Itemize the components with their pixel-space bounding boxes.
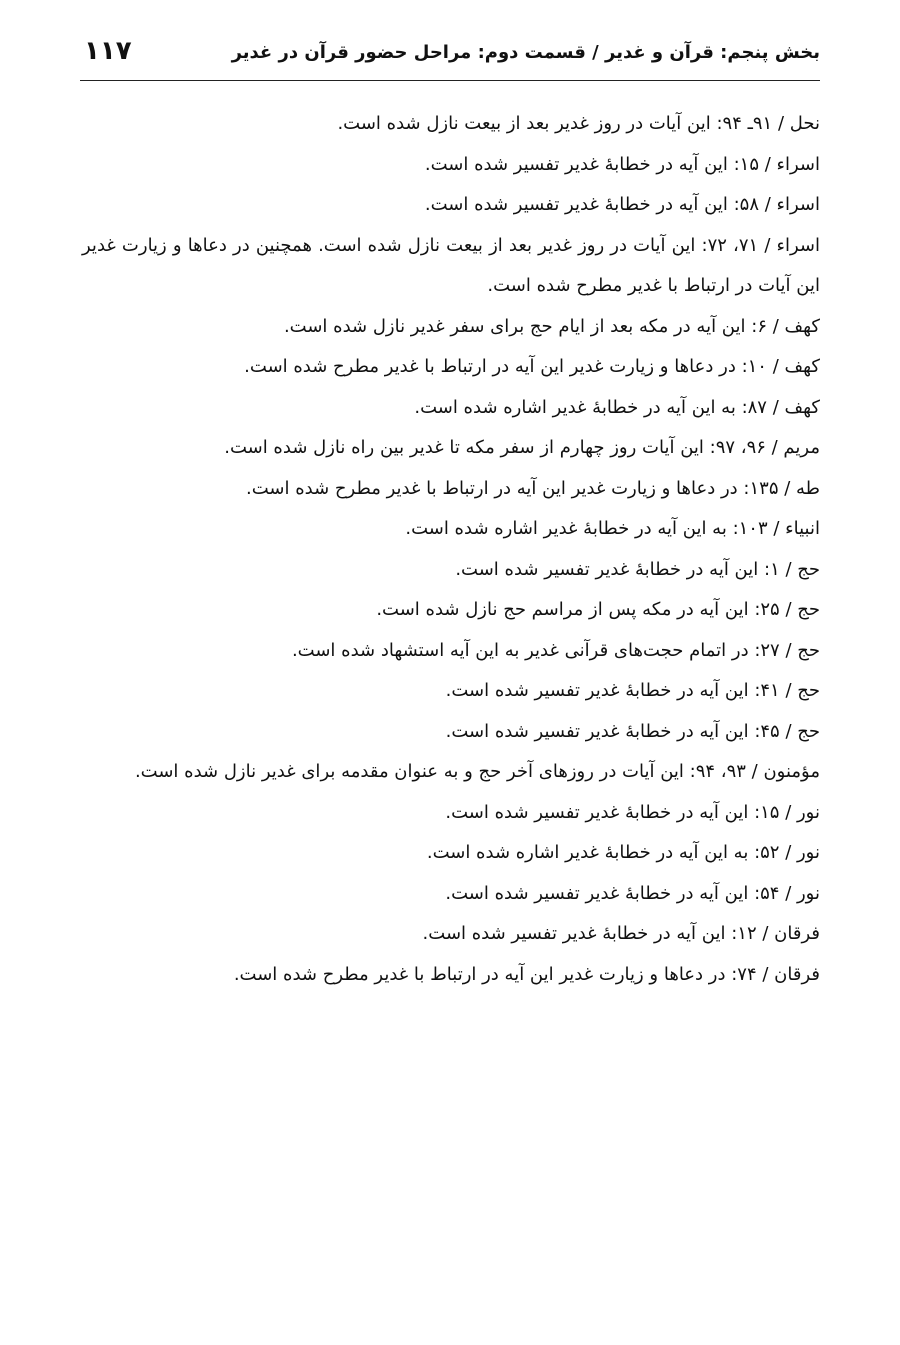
verse-entry: اسراء / ۷۱، ۷۲: این آیات در روز غدیر بعد از بیعت نازل شده است. همچنین در دعاها و زیارت غدیر این آیات در ارتباط با غدیر مطرح شده است. xyxy=(82,234,820,296)
verse-entry: اسراء / ۵۸: این آیه در خطابۀ غدیر تفسیر شده است. xyxy=(424,194,820,215)
verse-entry: کهف / ۶: این آیه در مکه بعد از ایام حج برای سفر غدیر نازل شده است. xyxy=(283,315,820,337)
verse-entry: اسراء / ۱۵: این آیه در خطابۀ غدیر تفسیر شده است. xyxy=(424,153,820,175)
page-header xyxy=(80,28,820,78)
verse-entry: فرقان / ۱۲: این آیه در خطابۀ غدیر تفسیر شده است. xyxy=(422,923,820,944)
verse-entry: کهف / ۸۷: به این آیه در خطابۀ غدیر اشاره شده است. xyxy=(414,396,820,418)
running-title: بخش پنجم: قرآن و غدیر / قسمت دوم: مراحل حضور قرآن در غدیر xyxy=(231,42,820,63)
verse-entry: انبیاء / ۱۰۳: به این آیه در خطابۀ غدیر اشاره شده است. xyxy=(405,518,820,539)
verse-entry: مؤمنون / ۹۳، ۹۴: این آیات در روزهای آخر حج و به عنوان مقدمه برای غدیر نازل شده است. xyxy=(134,761,820,782)
verse-entry: نحل / ۹۱ـ ۹۴: این آیات در روز غدیر بعد از بیعت نازل شده است. xyxy=(337,113,820,134)
verse-entry: حج / ۴۱: این آیه در خطابۀ غدیر تفسیر شده است. xyxy=(445,680,820,701)
verse-entry: نور / ۵۴: این آیه در خطابۀ غدیر تفسیر شده است. xyxy=(445,882,820,904)
page-number: ۱۱۷ xyxy=(84,36,132,66)
verse-entry: حج / ۱: این آیه در خطابۀ غدیر تفسیر شده است. xyxy=(455,558,820,580)
verse-entry: حج / ۲۵: این آیه در مکه پس از مراسم حج نازل شده است. xyxy=(376,599,820,620)
verse-entry: طه / ۱۳۵: در دعاها و زیارت غدیر این آیه در ارتباط با غدیر مطرح شده است. xyxy=(246,477,820,499)
verse-entry: نور / ۱۵: این آیه در خطابۀ غدیر تفسیر شده است. xyxy=(445,801,820,823)
header-divider xyxy=(80,80,820,81)
verse-entry: کهف / ۱۰: در دعاها و زیارت غدیر این آیه در ارتباط با غدیر مطرح شده است. xyxy=(244,356,820,377)
page-body xyxy=(82,104,820,995)
verse-entry: حج / ۲۷: در اتمام حجت‌های قرآنی غدیر به این آیه استشهاد شده است. xyxy=(291,639,820,661)
verse-entry: مریم / ۹۶، ۹۷: این آیات روز چهارم از سفر مکه تا غدیر بین راه نازل شده است. xyxy=(224,437,820,458)
verse-entry: حج / ۴۵: این آیه در خطابۀ غدیر تفسیر شده است. xyxy=(445,720,820,742)
verse-entry: فرقان / ۷۴: در دعاها و زیارت غدیر این آیه در ارتباط با غدیر مطرح شده است. xyxy=(233,963,820,985)
verse-entry: نور / ۵۲: به این آیه در خطابۀ غدیر اشاره شده است. xyxy=(426,842,820,863)
